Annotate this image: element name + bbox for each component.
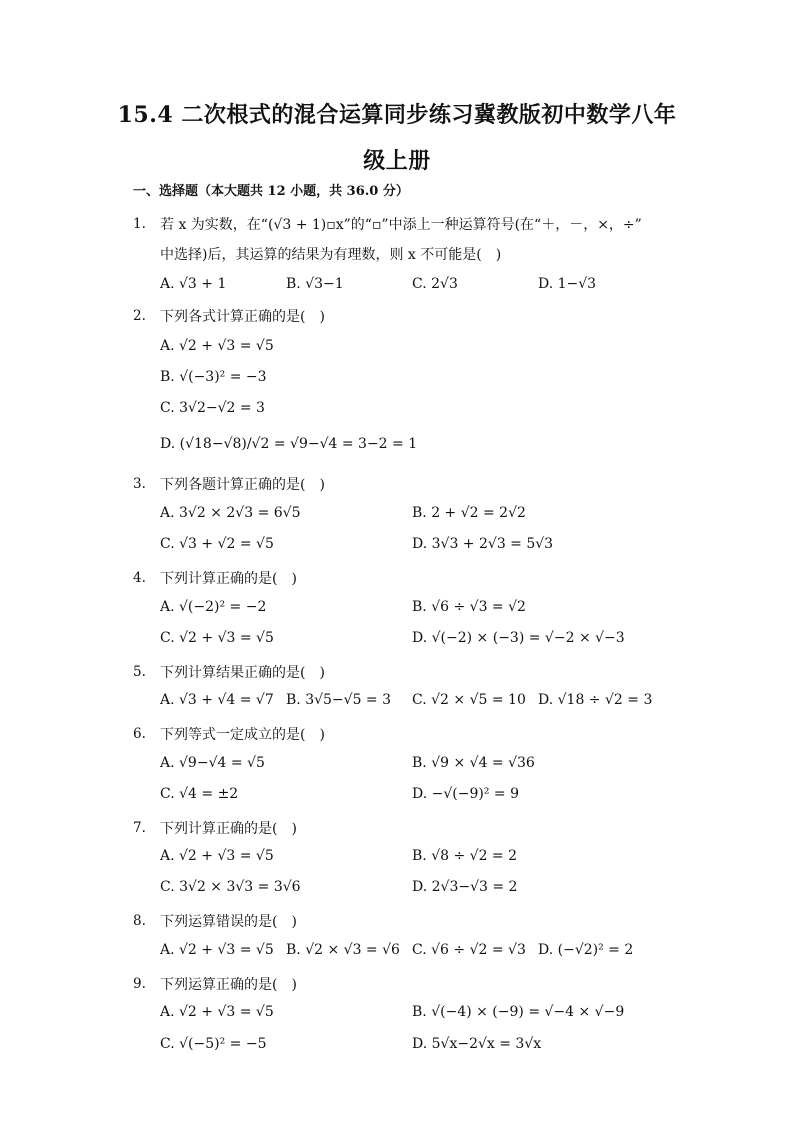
option-a[interactable]: A. √2 + √3 = √5 bbox=[160, 338, 274, 354]
option-b[interactable]: B. √(−4) × (−9) = √−4 × √−9 bbox=[412, 1004, 625, 1020]
option-c[interactable]: C. √3 + √2 = √5 bbox=[160, 536, 274, 552]
question-number: 2. bbox=[133, 308, 146, 324]
option-b[interactable]: B. 3√5−√5 = 3 bbox=[286, 692, 392, 708]
question-number: 8. bbox=[133, 913, 146, 929]
option-c[interactable]: C. √4 = ±2 bbox=[160, 786, 239, 802]
option-a[interactable]: A. √2 + √3 = √5 bbox=[160, 1004, 274, 1020]
option-d[interactable]: D. (√18−√8)/√2 = √9−√4 = 3−2 = 1 bbox=[160, 436, 418, 452]
option-d[interactable]: D. 1−√3 bbox=[538, 276, 597, 292]
option-a[interactable]: A. √9−√4 = √5 bbox=[160, 755, 265, 771]
question-number: 9. bbox=[133, 976, 146, 992]
question-number: 5. bbox=[133, 664, 146, 680]
question-stem: 下列各式计算正确的是( ) bbox=[160, 309, 325, 325]
question-number: 3. bbox=[133, 476, 146, 492]
option-b[interactable]: B. √8 ÷ √2 = 2 bbox=[412, 848, 518, 864]
question-number: 4. bbox=[133, 570, 146, 586]
question-number: 1. bbox=[133, 216, 146, 232]
option-c[interactable]: C. √6 ÷ √2 = √3 bbox=[412, 942, 526, 958]
option-c[interactable]: C. 3√2−√2 = 3 bbox=[160, 400, 265, 416]
option-a[interactable]: A. √(−2)² = −2 bbox=[160, 599, 267, 615]
option-d[interactable]: D. 5√x−2√x = 3√x bbox=[412, 1036, 542, 1052]
question-stem: 下列计算正确的是( ) bbox=[160, 821, 297, 837]
option-b[interactable]: B. 2 + √2 = 2√2 bbox=[412, 505, 526, 521]
question-stem: 若 x 为实数，在“(√3 + 1)▫x”的“▫”中添上一种运算符号(在“＋，－，×，÷” bbox=[160, 217, 642, 233]
question-number: 6. bbox=[133, 726, 146, 742]
option-d[interactable]: D. 3√3 + 2√3 = 5√3 bbox=[412, 536, 554, 552]
option-a[interactable]: A. 3√2 × 2√3 = 6√5 bbox=[160, 505, 301, 521]
question-stem: 下列计算正确的是( ) bbox=[160, 571, 297, 587]
option-c[interactable]: C. √(−5)² = −5 bbox=[160, 1036, 267, 1052]
page-title-continued: 级上册 bbox=[363, 148, 431, 174]
option-d[interactable]: D. √(−2) × (−3) = √−2 × √−3 bbox=[412, 630, 625, 646]
option-b[interactable]: B. √3−1 bbox=[286, 276, 344, 292]
question-stem: 下列运算正确的是( ) bbox=[160, 977, 297, 993]
option-d[interactable]: D. √18 ÷ √2 = 3 bbox=[538, 692, 653, 708]
option-b[interactable]: B. √6 ÷ √3 = √2 bbox=[412, 599, 526, 615]
option-c[interactable]: C. 2√3 bbox=[412, 276, 458, 292]
question-stem: 下列运算错误的是( ) bbox=[160, 914, 297, 930]
question-number: 7. bbox=[133, 820, 146, 836]
question-stem: 下列各题计算正确的是( ) bbox=[160, 477, 325, 493]
question-stem: 下列计算结果正确的是( ) bbox=[160, 665, 325, 681]
option-b[interactable]: B. √(−3)² = −3 bbox=[160, 369, 267, 385]
option-d[interactable]: D. 2√3−√3 = 2 bbox=[412, 879, 518, 895]
question-stem: 下列等式一定成立的是( ) bbox=[160, 727, 325, 743]
option-a[interactable]: A. √2 + √3 = √5 bbox=[160, 848, 274, 864]
option-a[interactable]: A. √3 + √4 = √7 bbox=[160, 692, 274, 708]
option-a[interactable]: A. √3 + 1 bbox=[160, 276, 227, 292]
option-b[interactable]: B. √2 × √3 = √6 bbox=[286, 942, 400, 958]
option-a[interactable]: A. √2 + √3 = √5 bbox=[160, 942, 274, 958]
option-c[interactable]: C. √2 + √3 = √5 bbox=[160, 630, 274, 646]
section-heading: 一、选择题（本大题共 12 小题，共 36.0 分） bbox=[133, 184, 409, 199]
option-c[interactable]: C. √2 × √5 = 10 bbox=[412, 692, 526, 708]
option-b[interactable]: B. √9 × √4 = √36 bbox=[412, 755, 535, 771]
option-d[interactable]: D. −√(−9)² = 9 bbox=[412, 786, 519, 802]
question-stem-continued: 中选择)后，其运算的结果为有理数，则 x 不可能是( ) bbox=[160, 247, 502, 263]
option-c[interactable]: C. 3√2 × 3√3 = 3√6 bbox=[160, 879, 301, 895]
option-d[interactable]: D. (−√2)² = 2 bbox=[538, 942, 634, 958]
page-title: 15.4 二次根式的混合运算同步练习冀教版初中数学八年 bbox=[117, 102, 677, 128]
